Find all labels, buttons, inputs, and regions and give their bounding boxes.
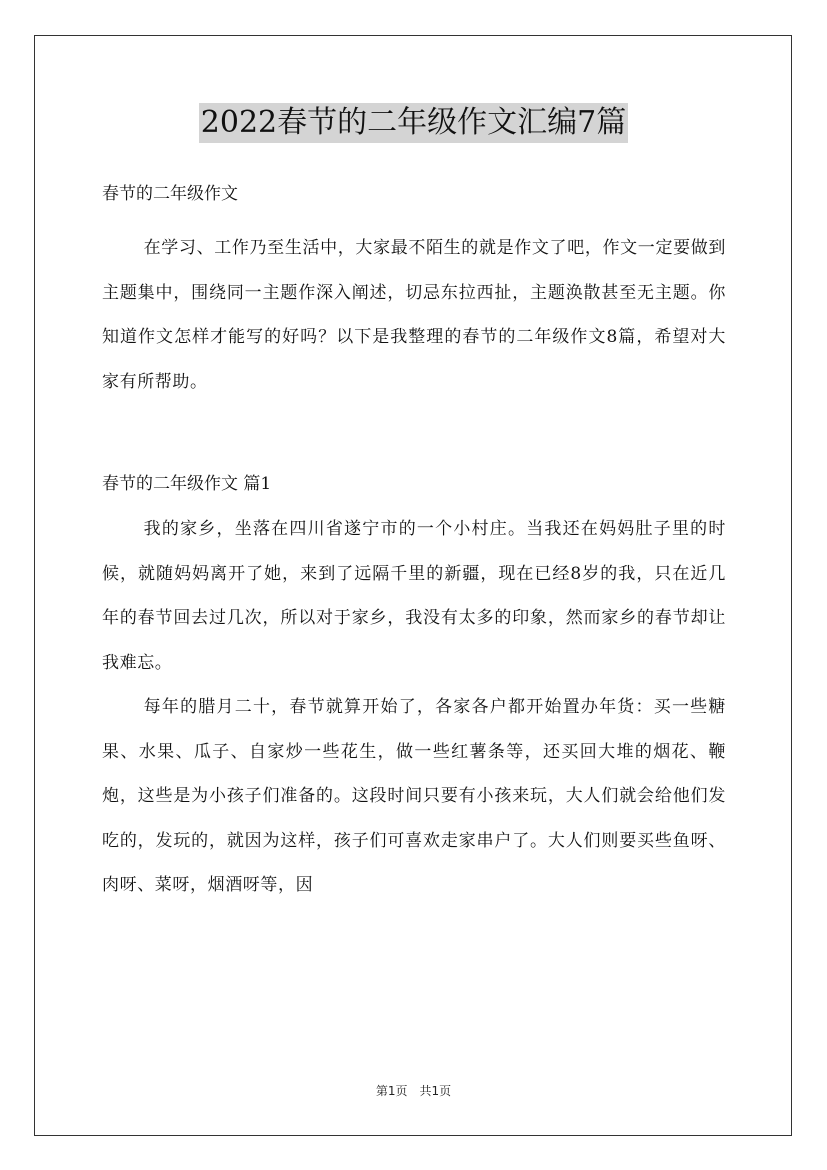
document-title: 2022春节的二年级作文汇编7篇 — [199, 103, 628, 143]
intro-paragraph: 在学习、工作乃至生活中，大家最不陌生的就是作文了吧，作文一定要做到主题集中，围绕同一主题作深入阐述，切忌东拉西扯，主题涣散甚至无主题。你知道作文怎样才能写的好吗？以下是我整理的春节的二年级作文8篇，希望对大家有所帮助。 — [102, 238, 726, 392]
document-body — [102, 172, 726, 908]
page-footer: 第1页 共1页 — [375, 1084, 452, 1098]
body-paragraph: 我的家乡，坐落在四川省遂宁市的一个小村庄。当我还在妈妈肚子里的时候，就随妈妈离开了她，来到了远隔千里的新疆，现在已经8岁的我，只在近几年的春节回去过几次，所以对于家乡，我没有太多的印象，然而家乡的春节却让我难忘。 — [102, 519, 726, 673]
title-container — [0, 103, 827, 143]
article-heading: 春节的二年级作文 篇1 — [102, 474, 272, 494]
body-paragraph: 每年的腊月二十，春节就算开始了，各家各户都开始置办年货：买一些糖果、水果、瓜子、自家炒一些花生，做一些红薯条等，还买回大堆的烟花、鞭炮，这些是为小孩子们准备的。这段时间只要有小孩来玩，大人们就会给他们发吃的，发玩的，就因为这样，孩子们可喜欢走家串户了。大人们则要买些鱼呀、肉呀、菜呀，烟酒呀等，因 — [102, 697, 726, 895]
section-heading: 春节的二年级作文 — [102, 184, 238, 204]
